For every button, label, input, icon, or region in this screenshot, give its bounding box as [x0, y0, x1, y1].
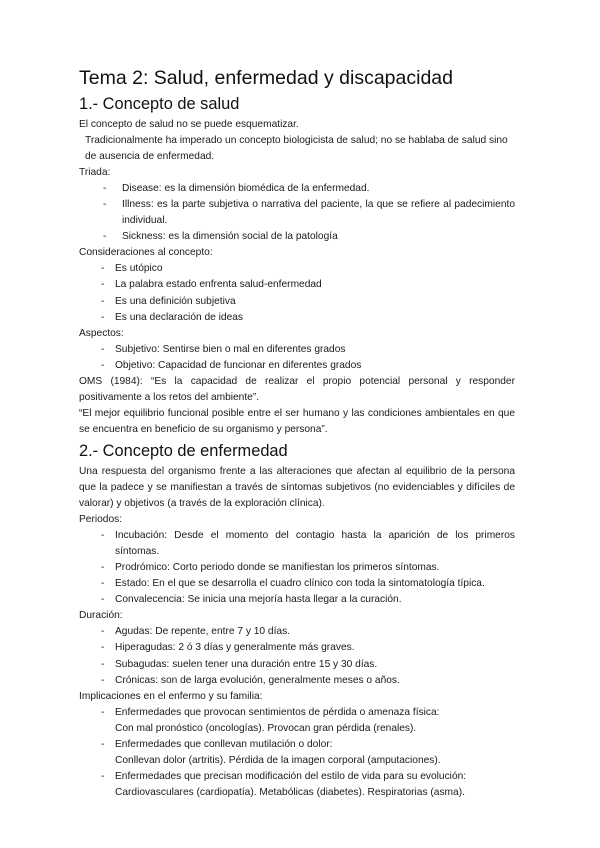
quote-definition: “El mejor equilibrio funcional posible entre el ser humano y las condiciones ambientales en que se encuentra en beneficio de su organismo y persona”.: [79, 407, 515, 435]
list-item: - Estado: En el que se desarrolla el cuadro clínico con toda la sintomatología típica.: [79, 576, 515, 592]
list-label-consideraciones: Consideraciones al concepto:: [79, 247, 213, 259]
aspectos-list: [79, 342, 515, 374]
list-item-main: - Enfermedades que conllevan mutilación o dolor:: [115, 738, 333, 750]
list-label-duracion: Duración:: [79, 610, 123, 622]
list-item-detail: Con mal pronóstico (oncologías). Provocan gran pérdida (renales).: [115, 722, 417, 734]
list-item: - Subjetivo: Sentirse bien o mal en diferentes grados: [79, 342, 515, 358]
duracion-list: [79, 624, 515, 688]
section-heading-enfermedad: 2.- Concepto de enfermedad: [79, 441, 288, 460]
list-item-main: - Enfermedades que precisan modificación del estilo de vida para su evolución:: [115, 770, 467, 782]
list-label-aspectos: Aspectos:: [79, 327, 124, 339]
list-label-implicaciones: Implicaciones en el enfermo y su familia:: [79, 690, 263, 702]
paragraph: El concepto de salud no se puede esquematizar.: [79, 119, 299, 130]
list-item: - Objetivo: Capacidad de funcionar en diferentes grados: [79, 358, 515, 374]
list-item: - Disease: es la dimensión biomédica de la enfermedad.: [79, 181, 515, 197]
list-item: [79, 737, 515, 769]
list-item: - Subagudas: suelen tener una duración entre 15 y 30 días.: [79, 657, 515, 673]
list-item: - Crónicas: son de larga evolución, generalmente meses o años.: [79, 673, 515, 689]
section-heading-salud: 1.- Concepto de salud: [79, 95, 240, 113]
list-item-detail: Cardiovasculares (cardiopatía). Metabólicas (diabetes). Respiratorias (asma).: [115, 786, 465, 798]
triada-list: [79, 181, 515, 245]
list-item: - Agudas: De repente, entre 7 y 10 días.: [79, 624, 515, 640]
list-item: - Sickness: es la dimensión social de la patología: [79, 229, 515, 245]
list-item: - Es una declaración de ideas: [79, 310, 515, 326]
list-item: - Incubación: Desde el momento del contagio hasta la aparición de los primeros síntomas.: [79, 528, 515, 560]
list-item-main: - Enfermedades que provocan sentimientos de pérdida o amenaza física:: [115, 706, 440, 718]
paragraph: Tradicionalmente ha imperado un concepto biologicista de salud; no se hablaba de salud sino de ausencia de enfermedad.: [85, 135, 508, 163]
list-item-detail: Conllevan dolor (artritis). Pérdida de la imagen corporal (amputaciones).: [115, 754, 441, 766]
list-item: [79, 769, 515, 801]
list-label-triada: Triada:: [79, 167, 111, 179]
periodos-list: [79, 528, 515, 608]
implicaciones-list: [79, 705, 515, 801]
list-item: - Prodrómico: Corto periodo donde se manifiestan los primeros síntomas.: [79, 560, 515, 576]
consideraciones-list: [79, 261, 515, 325]
oms-definition: OMS (1984): “Es la capacidad de realizar el propio potencial personal y responder positivamente a los retos del ambiente”.: [79, 375, 515, 403]
list-item: - Hiperagudas: 2 ó 3 días y generalmente más graves.: [79, 640, 515, 656]
list-item: [79, 705, 515, 737]
list-item: - La palabra estado enfrenta salud-enfermedad: [79, 277, 515, 293]
list-item: - Convalecencia: Se inicia una mejoría hasta llegar a la curación.: [79, 592, 515, 608]
list-item: - Illness: es la parte subjetiva o narrativa del paciente, la que se refiere al padecimiento individual.: [79, 197, 515, 229]
list-item: - Es utópico: [79, 261, 515, 277]
list-item: - Es una definición subjetiva: [79, 294, 515, 310]
paragraph: Una respuesta del organismo frente a las alteraciones que afectan al equilibrio de la persona que la padece y se manifiestan a través de síntomas subjetivos (no evidenciables y difíciles de valorar) y objetivos (a través de la exploración clínica).: [79, 465, 515, 510]
document-title: Tema 2: Salud, enfermedad y discapacidad: [79, 67, 453, 89]
list-label-periodos: Periodos:: [79, 514, 123, 526]
document-body: [79, 66, 515, 801]
